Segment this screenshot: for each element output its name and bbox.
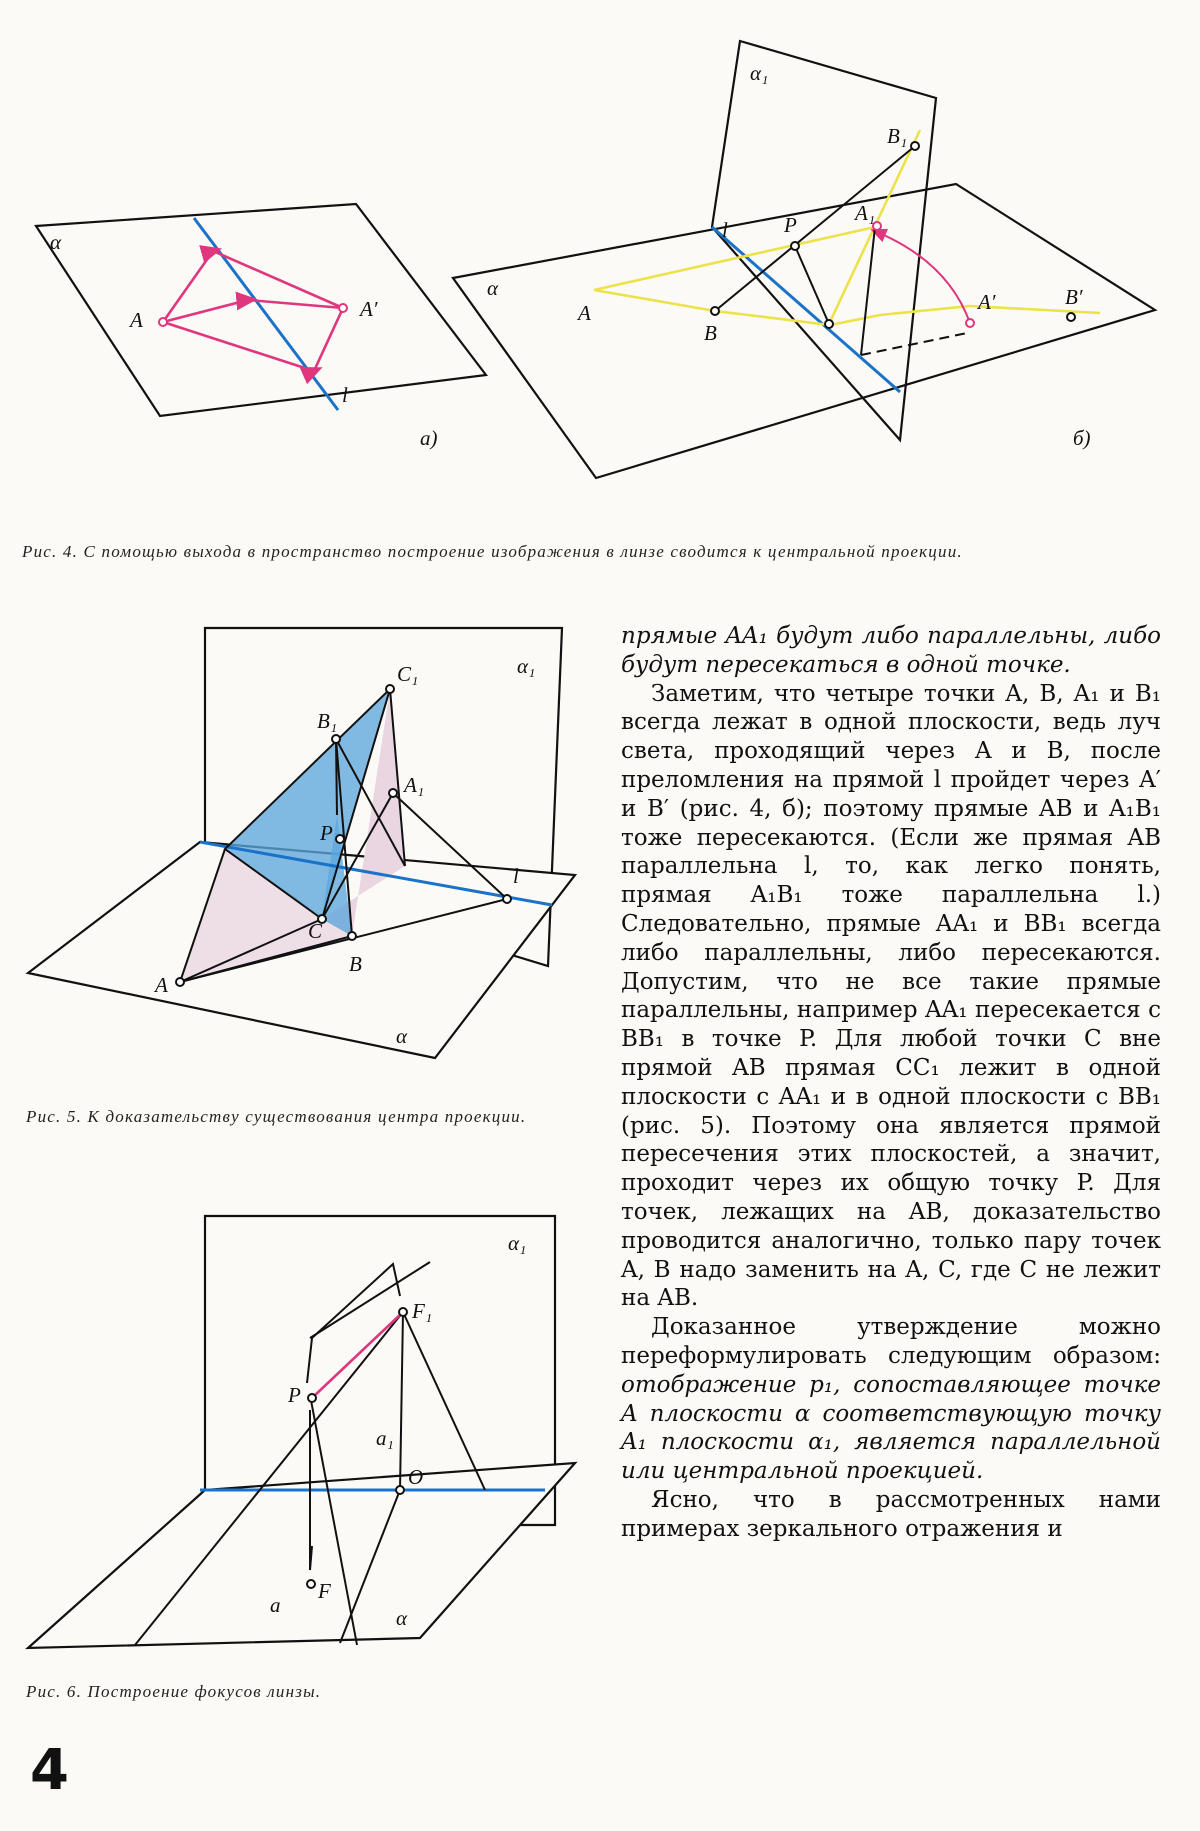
line-l — [194, 218, 338, 410]
figure-5 — [28, 628, 575, 1058]
point-a — [159, 318, 167, 326]
figure-4-caption: Рис. 4. С помощью выхода в пространство построение изображения в линзе сводится к центральной проекции. — [22, 542, 963, 561]
point-f — [307, 1580, 315, 1588]
subfig-a-label: а) — [420, 426, 438, 450]
point-b1-label: B₁ — [887, 124, 908, 148]
label-o: O — [408, 1465, 424, 1489]
label-alpha: α — [396, 1024, 408, 1048]
point-p — [308, 1394, 316, 1402]
point-l — [503, 895, 511, 903]
point-intersection — [825, 320, 833, 328]
plane-alpha-label: α — [50, 230, 62, 254]
body-text-column — [621, 622, 1161, 1544]
plane-alpha1 — [712, 41, 936, 440]
label-p: P — [288, 1383, 301, 1407]
label-a1: A₁ — [404, 773, 425, 797]
figure-6 — [28, 1216, 575, 1648]
figure-4a — [36, 204, 486, 450]
paragraph-3-statement: отображение p₁, сопоставляющее точке A плоскости α соответствующую точку A₁ плоскости α₁, является параллельной или центральной проекцией. — [621, 1371, 1161, 1485]
line-l-label: l — [722, 218, 728, 242]
ray-paths — [163, 251, 343, 371]
point-a-label: A — [578, 301, 591, 325]
label-b: B — [349, 952, 362, 976]
label-c1: C₁ — [397, 662, 419, 686]
point-a — [176, 978, 184, 986]
plane-alpha-label: α — [487, 276, 499, 300]
paragraph-2: Заметим, что четыре точки A, B, A₁ и B₁ всегда лежат в одной плоскости, ведь луч света, проходящий через A и B, после преломления на прямой l пройдет через A′ и B′ (рис. 4, б); поэтому прямые AB и A₁B₁ тоже пересекаются. (Если же прямая AB параллельна l, то, как легко понять, прямая A₁B₁ тоже параллельна l.) Следовательно, прямые AA₁ и BB₁ всегда либо параллельны, либо пересекаются. Допустим, что не все такие прямые параллельны, например AA₁ пересекается с BB₁ в точке P. Для любой точки C вне прямой AB прямая CC₁ лежит в одной плоскости с AA₁ и в одной плоскости с BB₁ (рис. 5). Поэтому она является прямой пересечения этих плоскостей, а значит, проходит через их общую точку P. Для точек, лежащих на AB, доказательство проводится аналогично, только пару точек A, B надо заменить на A, C, где C не лежит на AB. — [621, 680, 1161, 1312]
label-c: C — [308, 919, 323, 943]
point-b — [348, 932, 356, 940]
plane-alpha1-label: α₁ — [750, 61, 769, 85]
point-f1 — [399, 1308, 407, 1316]
paragraph-3-text: Доказанное утверждение можно переформулировать следующим образом: — [621, 1314, 1161, 1369]
label-f: F — [318, 1579, 331, 1603]
figure-4b — [453, 41, 1155, 478]
point-p-label: P — [784, 213, 797, 237]
point-b-label: B — [704, 321, 717, 345]
point-b1 — [911, 142, 919, 150]
label-alpha1-plane: α₁ — [508, 1231, 527, 1255]
point-b — [711, 307, 719, 315]
figure-6-caption: Рис. 6. Построение фокусов линзы. — [26, 1682, 322, 1701]
label-p: P — [320, 821, 333, 845]
point-b-prime — [1067, 313, 1075, 321]
point-p — [336, 835, 344, 843]
paragraph-4: Ясно, что в рассмотренных нами примерах зеркального отражения и — [621, 1486, 1161, 1542]
label-f1: F₁ — [412, 1299, 433, 1323]
figure-5-caption: Рис. 5. К доказательству существования центра проекции. — [26, 1107, 527, 1126]
point-a-prime — [966, 319, 974, 327]
point-a1-label: A₁ — [855, 201, 876, 225]
label-a: A — [155, 973, 168, 997]
point-a-prime-label: A′ — [978, 290, 996, 314]
paragraph-1: прямые AA₁ будут либо параллельны, либо будут пересекаться в одной точке. — [621, 623, 1161, 678]
label-l: l — [513, 864, 519, 888]
label-a1-line: a₁ — [376, 1426, 394, 1450]
point-b1 — [332, 735, 340, 743]
point-a-image — [339, 304, 347, 312]
plane-alpha — [36, 204, 486, 416]
point-c1 — [386, 685, 394, 693]
subfig-b-label: б) — [1073, 426, 1091, 450]
page-number: 4 — [30, 1738, 69, 1803]
point-o — [396, 1486, 404, 1494]
point-a-image-label: A′ — [360, 297, 378, 321]
label-alpha1: α₁ — [517, 654, 536, 678]
point-p — [791, 242, 799, 250]
point-b-prime-label: B′ — [1065, 285, 1083, 309]
point-a1 — [389, 789, 397, 797]
paragraph-3 — [621, 1313, 1161, 1486]
line-l-label: l — [342, 383, 348, 407]
label-a-line: a — [270, 1593, 281, 1617]
label-b1: B₁ — [317, 709, 338, 733]
label-alpha-plane: α — [396, 1606, 408, 1630]
point-a-label: A — [130, 308, 143, 332]
